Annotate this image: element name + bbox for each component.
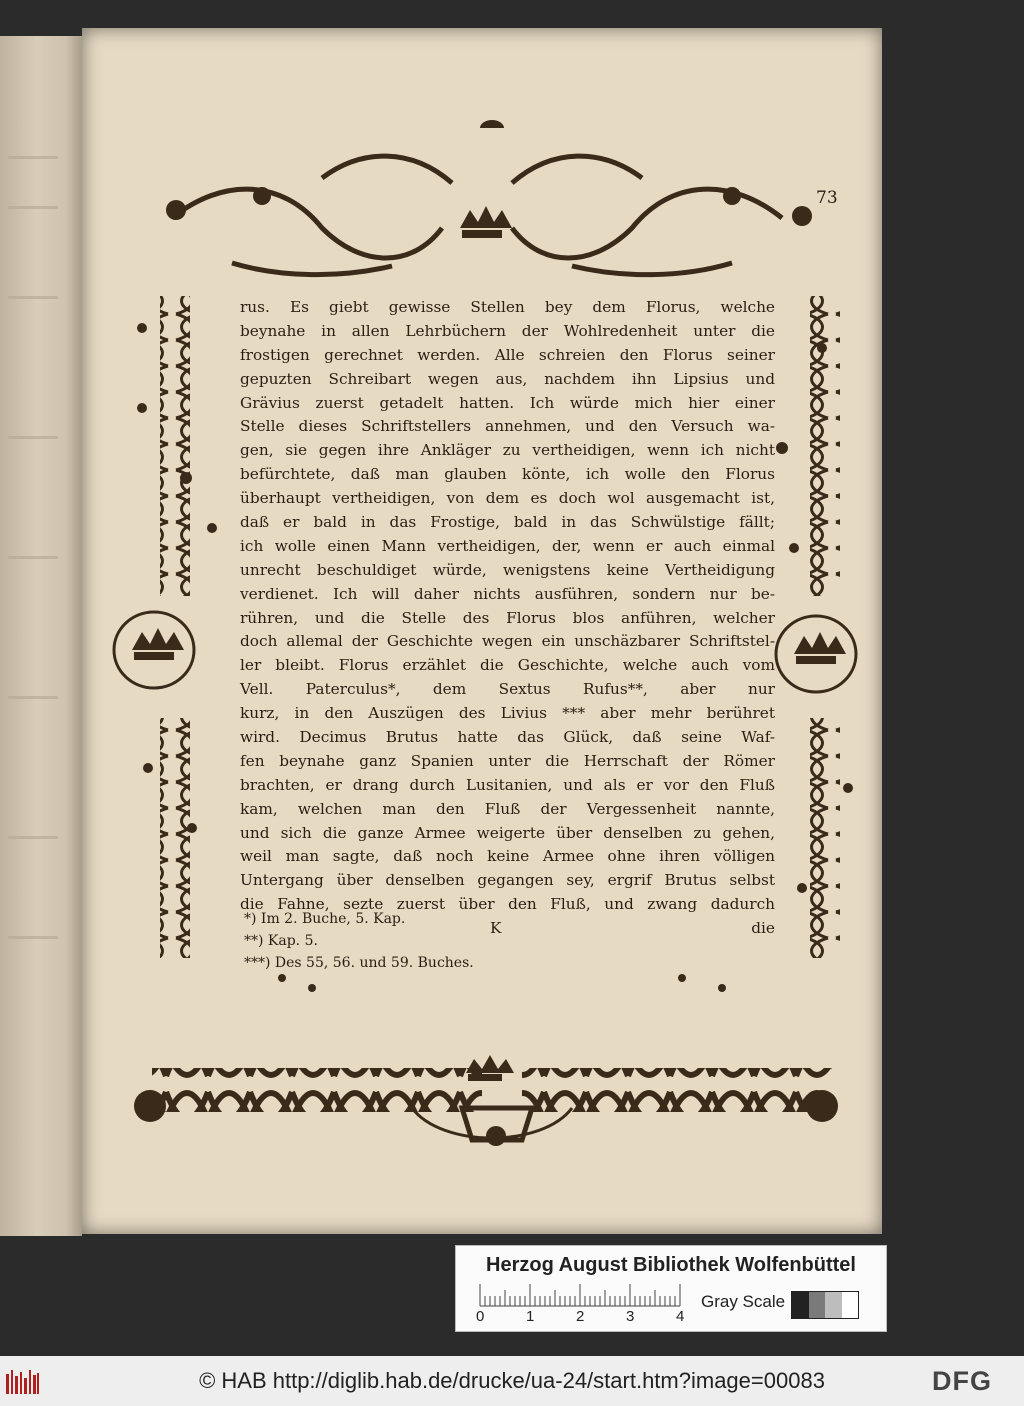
catchword: die: [751, 919, 775, 938]
text-line: Stelle dieses Schriftstellers annehmen, und den Versuch wa-: [240, 417, 775, 436]
text-line: kurz, in den Auszügen des Livius *** aber mehr berühret: [240, 704, 775, 723]
text-line: brachten, er drang durch Lusitanien, und als er vor den Fluß: [240, 775, 775, 794]
text-line: gen, sie gegen ihre Ankläger zu vertheidigen, wenn ich nicht: [240, 441, 775, 460]
text-line: gepuzten Schreibart wegen aus, nachdem ihn Lipsius und: [240, 369, 775, 388]
ruler-scale: [478, 1282, 688, 1308]
text-line: Grävius zuerst getadelt hatten. Ich würde mich hier einer: [240, 393, 775, 412]
text-line: daß er bald in das Frostige, bald in das Schwülstige fällt;: [240, 513, 775, 532]
footnotes: [244, 908, 644, 974]
gray-swatch: [825, 1292, 842, 1318]
page-number: 73: [816, 188, 838, 208]
text-line: beynahe in allen Lehrbüchern der Wohlredenheit unter die: [240, 321, 775, 340]
text-line: unrecht beschuldiget würde, wenigstens keine Vertheidigung: [240, 560, 775, 579]
library-name: Herzog August Bibliothek Wolfenbüttel: [486, 1254, 856, 1276]
gray-swatch: [809, 1292, 826, 1318]
text-line: verdienet. Ich will daher nichts ausführen, sondern nur be-: [240, 584, 775, 603]
text-line: ich wolle einen Mann vertheidigen, der, wenn er auch einmal: [240, 536, 775, 555]
text-line: frostigen gerechnet werden. Alle schreien den Florus seiner: [240, 345, 775, 364]
ruler-label: 2: [576, 1308, 585, 1325]
gray-swatch: [842, 1292, 859, 1318]
signature-mark: K: [490, 919, 502, 938]
text-line: überhaupt vertheidigen, von dem es doch wol ausgemacht ist,: [240, 489, 775, 508]
text-line: die Fahne, sezte zuerst über den Fluß, und zwang dadurch: [240, 895, 775, 914]
ruler-label: 3: [626, 1308, 635, 1325]
footnote: ***) Des 55, 56. und 59. Buches.: [244, 955, 474, 971]
ruler-label: 4: [676, 1308, 685, 1325]
body-text: [240, 296, 775, 941]
text-line: ler bleibt. Florus erzählet die Geschichte, welche auch vom: [240, 656, 775, 675]
text-line: rus. Es giebt gewisse Stellen bey dem Florus, welche: [240, 298, 775, 316]
text-line: weil man sagte, daß noch keine Armee ohne ihren völligen: [240, 847, 775, 866]
ruler-labels: [470, 1308, 700, 1326]
library-label-card: [455, 1245, 887, 1332]
text-line: wird. Decimus Brutus hatte das Glück, daß seine Waf-: [240, 728, 775, 747]
footnote: *) Im 2. Buche, 5. Kap.: [244, 911, 406, 927]
text-line: doch allemal der Geschichte wegen ein unschäzbarer Schriftstel-: [240, 632, 775, 651]
text-line: rühren, und die Stelle des Florus blos anführen, welcher: [240, 608, 775, 627]
text-line: kam, welchen man den Fluß der Vergessenheit nannte,: [240, 799, 775, 818]
gray-scale-swatches: [791, 1291, 859, 1319]
text-line: Vell. Paterculus*, dem Sextus Rufus**, aber nur: [240, 680, 775, 699]
text-line: und sich die ganze Armee weigerte über denselben zu gehen,: [240, 823, 775, 842]
book-page: [82, 28, 882, 1234]
text-line: befürchtete, daß man glauben könte, ich wolle den Florus: [240, 465, 775, 484]
footer-bar: [0, 1356, 1024, 1406]
gray-scale-label: Gray Scale: [701, 1292, 786, 1311]
gray-swatch: [792, 1292, 809, 1318]
text-line: Untergang über denselben gegangen sey, ergrif Brutus selbst: [240, 871, 775, 890]
copyright-link[interactable]: © HAB http://diglib.hab.de/drucke/ua-24/start.htm?image=00083: [199, 1368, 825, 1393]
dfg-logo: DFG: [932, 1366, 992, 1396]
ruler-label: 0: [476, 1308, 485, 1325]
ruler-label: 1: [526, 1308, 535, 1325]
footnote: **) Kap. 5.: [244, 933, 318, 949]
previous-page-edge: [0, 36, 82, 1236]
text-line: fen beynahe ganz Spanien unter die Herrschaft der Römer: [240, 751, 775, 770]
